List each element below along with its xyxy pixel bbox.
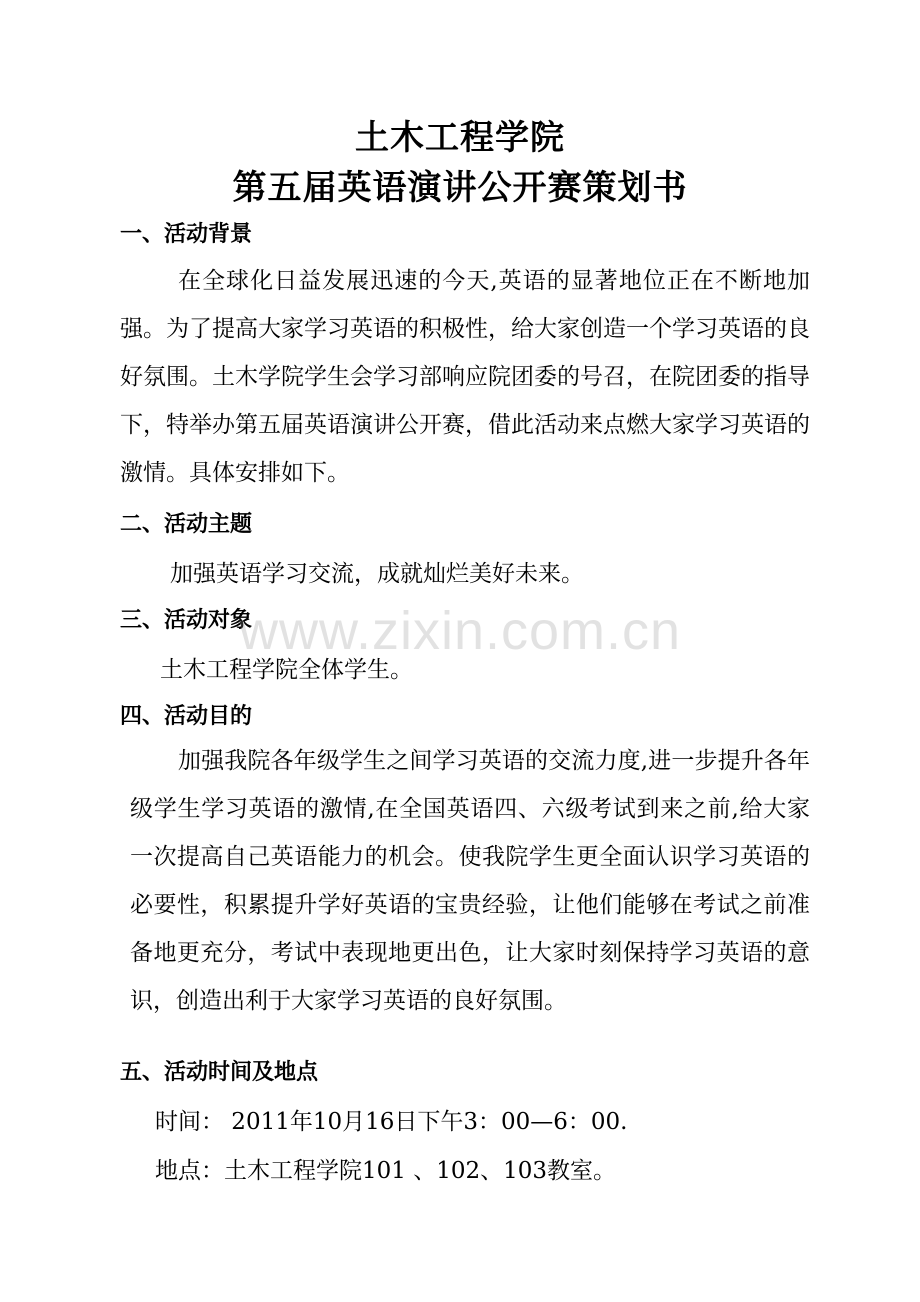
- section-heading-theme: 二、活动主题: [120, 512, 253, 537]
- section-heading-audience: 三、活动对象: [120, 608, 253, 633]
- watermark-text: www.zixin.com.cn: [238, 601, 682, 661]
- section-text-theme: 加强英语学习交流，成就灿烂美好未来。: [170, 561, 584, 587]
- document-title-line-1: 土木工程学院: [355, 118, 565, 158]
- event-place: 地点：土木工程学院101 、102、103教室。: [155, 1158, 617, 1184]
- section-text-audience: 土木工程学院全体学生。: [160, 657, 413, 683]
- section-text-purpose: 加强我院各年级学生之间学习英语的交流力度,进一步提升各年级学生学习英语的激情,在全国英语四、六级考试到来之前,给大家一次提高自己英语能力的机会。使我院学生更全面认识学习英语的必要性，积累提升学好英语的宝贵经验，让他们能够在考试之前准备地更充分，考试中表现地更出色，让大家时刻保持学习英语的意识，创造出利于大家学习英语的良好氛围。: [130, 748, 810, 1014]
- document-title-line-2: 第五届英语演讲公开赛策划书: [232, 168, 688, 208]
- section-heading-background: 一、活动背景: [120, 222, 253, 247]
- section-text-background: 在全球化日益发展迅速的今天,英语的显著地位正在不断地加强。为了提高大家学习英语的积极性，给大家创造一个学习英语的良好氛围。土木学院学生会学习部响应院团委的号召，在院团委的指导下，特举办第五届英语演讲公开赛，借此活动来点燃大家学习英语的激情。具体安排如下。: [120, 268, 810, 486]
- section-heading-purpose: 四、活动目的: [120, 704, 253, 729]
- event-time: 时间： 2011年10月16日下午3：00—6：00.: [155, 1109, 628, 1135]
- section-heading-time-place: 五、活动时间及地点: [120, 1060, 319, 1085]
